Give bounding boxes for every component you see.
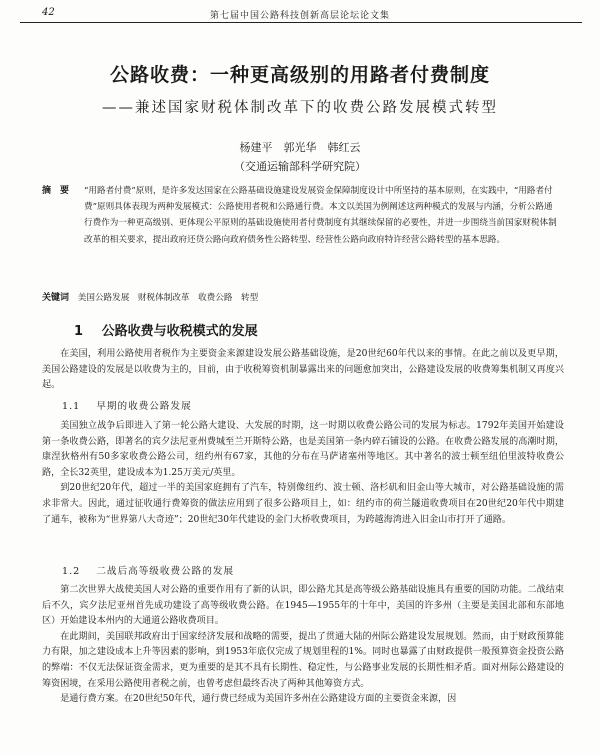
authors: 杨建平 郭光华 韩红云	[239, 141, 361, 154]
paper-title: 公路收费：一种更高级别的用路者付费制度	[109, 64, 490, 86]
affiliation: （交通运输部科学研究院）	[234, 160, 366, 173]
abstract	[42, 183, 560, 248]
subsection-number: 1.1	[62, 401, 81, 412]
page-number: 42	[42, 7, 55, 18]
paragraph: 在此期间，美国联邦政府出于国家经济发展和战略的需要，提出了贯通大陆的州际公路建设发展规划。然而，由于财政预算能力有限，加之建设成本上升等因素的影响，到1953年底仅完成了规划里程的1%。同时也暴露了由财政提供一般预算资金投资公路的弊端：不仅无法保证资金需求，更为重要的是其不具有长期性、稳定性，与公路事业发展的长期性相矛盾。面对州际公路建设的筹资困境，在采用公路使用者税之前，也曾考虑但最终否决了两种其他筹资方式。	[42, 631, 564, 689]
section-intro	[42, 347, 564, 394]
section-heading	[74, 320, 258, 339]
paper-subtitle: ——兼述国家财税体制改革下的收费公路发展模式转型	[102, 100, 498, 116]
subsection-body	[42, 419, 564, 528]
paragraph: 是通行费方案。在20世纪50年代，通行费已经成为美国许多州在公路建设方面的主要资金来源，因	[60, 694, 457, 705]
page-header	[20, 6, 582, 23]
section-title: 公路收费与收税模式的发展	[101, 324, 258, 339]
journal-title: 第七届中国公路科技创新高层论坛论文集	[210, 11, 391, 21]
section-number: 1	[74, 324, 84, 339]
paragraph: 到20世纪20年代，超过一半的美国家庭拥有了汽车，特别像纽约、波士顿、洛杉矶和旧金山等大城市，对公路基础设施的需求非常大。因此，通过征收通行费筹资的做法应用到了很多公路项目上，如：纽约市的荷兰隧道收费项目在20世纪20年代中期建了通车，被称为“世界第八大奇迹”；20世纪30年代建设的金门大桥收费项目，为跨越海湾进入旧金山市打开了通路。	[42, 483, 564, 525]
paragraph: 在美国，利用公路使用者税作为主要资金来源建设发展公路基础设施，是20世纪60年代以来的事情。在此之前以及更早期，美国公路建设的发展是以收费为主的，目前，由于收税筹资机制暴露出来的问题愈加突出，公路建设发展的收费筹集机制又再度兴起。	[42, 349, 564, 391]
keywords-label: 关键词	[42, 293, 70, 303]
abstract-text: “用路者付费”原则，是许多发达国家在公路基础设施建设发展资金保障制度设计中所坚持的基本原则，在实践中，“用路者付费”原则具体表现为两种发展模式：公路使用者税和公路通行费。本文以美国为例阐述这两种模式的发展与内涵，分析公路通行费作为一种更高级别、更体现公平原则的基础设施使用者付费制度有其继续保留的必要性，并进一步围绕当前国家财税体制改革的相关要求，提出政府还贷公路向政府债务性公路转型、经营性公路向政府特许经营公路转型的基本思路。	[84, 186, 557, 245]
paragraph: 第二次世界大战使美国人对公路的重要作用有了新的认识，即公路尤其是高等级公路基础设施具有重要的国防功能。二战结束后不久，宾夕法尼亚州首先成功建设了高等级收费公路。在1945—1955年的十年中，美国的许多州（主要是美国北部和东部地区）开始建设本州内的大通道公路收费项目。	[42, 585, 564, 627]
keywords	[42, 290, 560, 303]
paragraph: 美国独立战争后即进入了第一轮公路大建设、大发展的时期，这一时期以收费公路公司的发展为标志。1792年美国开始建设第一条收费公路，即著名的宾夕法尼亚州费城至兰开斯特公路，也是美国第一条内碎石铺设的公路。在收费公路发展的高潮时期，康涅狄格州有50多家收费公路公司，纽约州有67家，其他的分布在马萨诸塞州等地区。其中著名的波士顿至纽伯里波特收费公路，全长32英里，建设成本为1.25万美元/英里。	[42, 421, 564, 478]
subsection-number: 1.2	[62, 566, 81, 577]
subsection-heading	[62, 563, 234, 577]
keywords-text: 美国公路发展 财税体制改革 收费公路 转型	[77, 293, 259, 303]
abstract-label: 摘 要	[42, 186, 70, 196]
subsection-heading	[62, 398, 192, 412]
subsection-body	[42, 583, 564, 708]
subsection-title: 早期的收费公路发展	[96, 401, 192, 412]
subsection-title: 二战后高等级收费公路的发展	[96, 566, 235, 577]
